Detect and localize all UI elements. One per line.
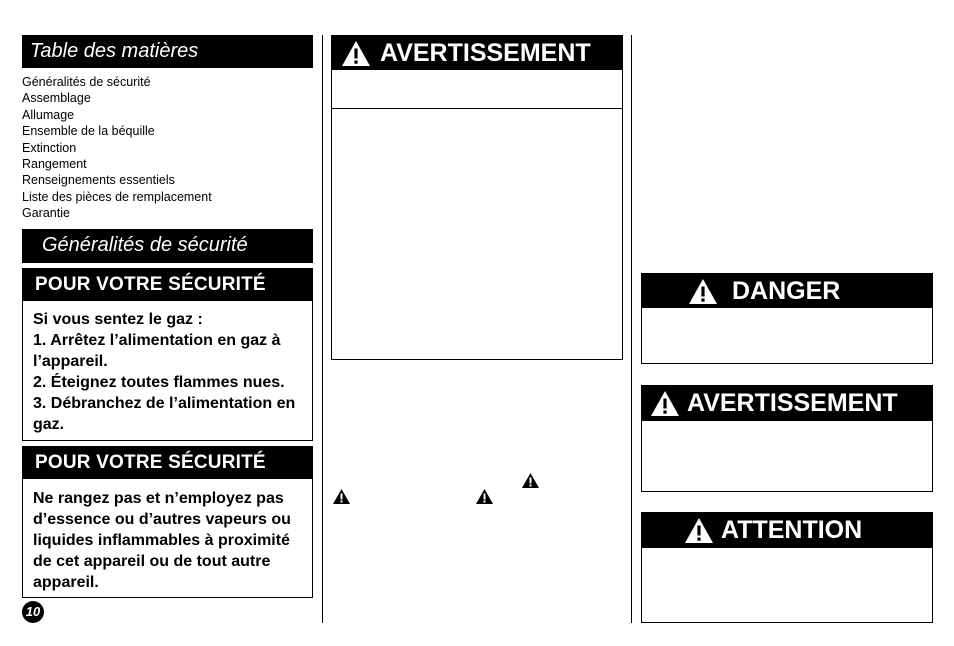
danger-box: [641, 273, 933, 364]
warning-triangle-icon: [650, 390, 680, 417]
safety-box-text: Ne rangez pas et n’employez pas d’essence ou d’autres vapeurs ou liquides inflammables à proximité de cet appareil ou de tout autre appareil.: [33, 490, 291, 591]
caution-title: ATTENTION: [721, 516, 863, 544]
toc-item[interactable]: Extinction: [22, 140, 77, 155]
warning-triangle-icon: [341, 40, 371, 67]
warning-box-middle: [331, 35, 623, 360]
toc-item[interactable]: Généralités de sécurité: [22, 75, 151, 89]
warning-triangle-icon: [688, 278, 718, 305]
warning-triangle-icon: [475, 488, 494, 505]
warning-triangle-icon: [684, 517, 714, 544]
toc-item[interactable]: Assemblage: [22, 91, 91, 106]
danger-box-header: [642, 274, 932, 308]
caution-box-header: [642, 513, 932, 548]
caution-box: [641, 512, 933, 623]
toc-item[interactable]: Renseignements essentiels: [22, 173, 175, 188]
warning-box-header: [642, 386, 932, 421]
warning-box-divider-row: [332, 70, 622, 109]
safety-line: Si vous sentez le gaz :: [33, 311, 203, 328]
safety-box-flammable: [22, 446, 313, 598]
page-number: 10: [22, 601, 44, 623]
warning-box-right: [641, 385, 933, 492]
warning-box-header: [332, 36, 622, 70]
safety-line: 2. Éteignez toutes flammes nues.: [33, 374, 285, 391]
warning-title: AVERTISSEMENT: [380, 38, 591, 67]
safety-box-gas: [22, 268, 313, 441]
toc-item[interactable]: Liste des pièces de remplacement: [22, 189, 212, 204]
warning-triangle-icon: [521, 472, 540, 489]
section-heading-general-safety: Généralités de sécurité: [22, 229, 313, 263]
safety-box-title: POUR VOTRE SÉCURITÉ: [23, 269, 312, 301]
safety-box-body: [23, 301, 312, 435]
toc-item[interactable]: Rangement: [22, 157, 87, 172]
safety-box-title: POUR VOTRE SÉCURITÉ: [23, 447, 312, 479]
column-divider: [631, 35, 632, 623]
danger-title: DANGER: [732, 276, 841, 305]
column-divider: [322, 35, 323, 623]
safety-line: 1. Arrêtez l’alimentation en gaz à l’appareil.: [33, 332, 281, 370]
warning-title: AVERTISSEMENT: [687, 389, 898, 417]
toc-item[interactable]: Garantie: [22, 206, 70, 221]
toc-list: [22, 74, 312, 222]
toc-item[interactable]: Ensemble de la béquille: [22, 124, 155, 139]
toc-item[interactable]: Allumage: [22, 107, 75, 122]
toc-title: Table des matières: [22, 35, 313, 68]
safety-line: 3. Débranchez de l’alimentation en gaz.: [33, 395, 296, 433]
warning-triangle-icon: [332, 488, 351, 505]
